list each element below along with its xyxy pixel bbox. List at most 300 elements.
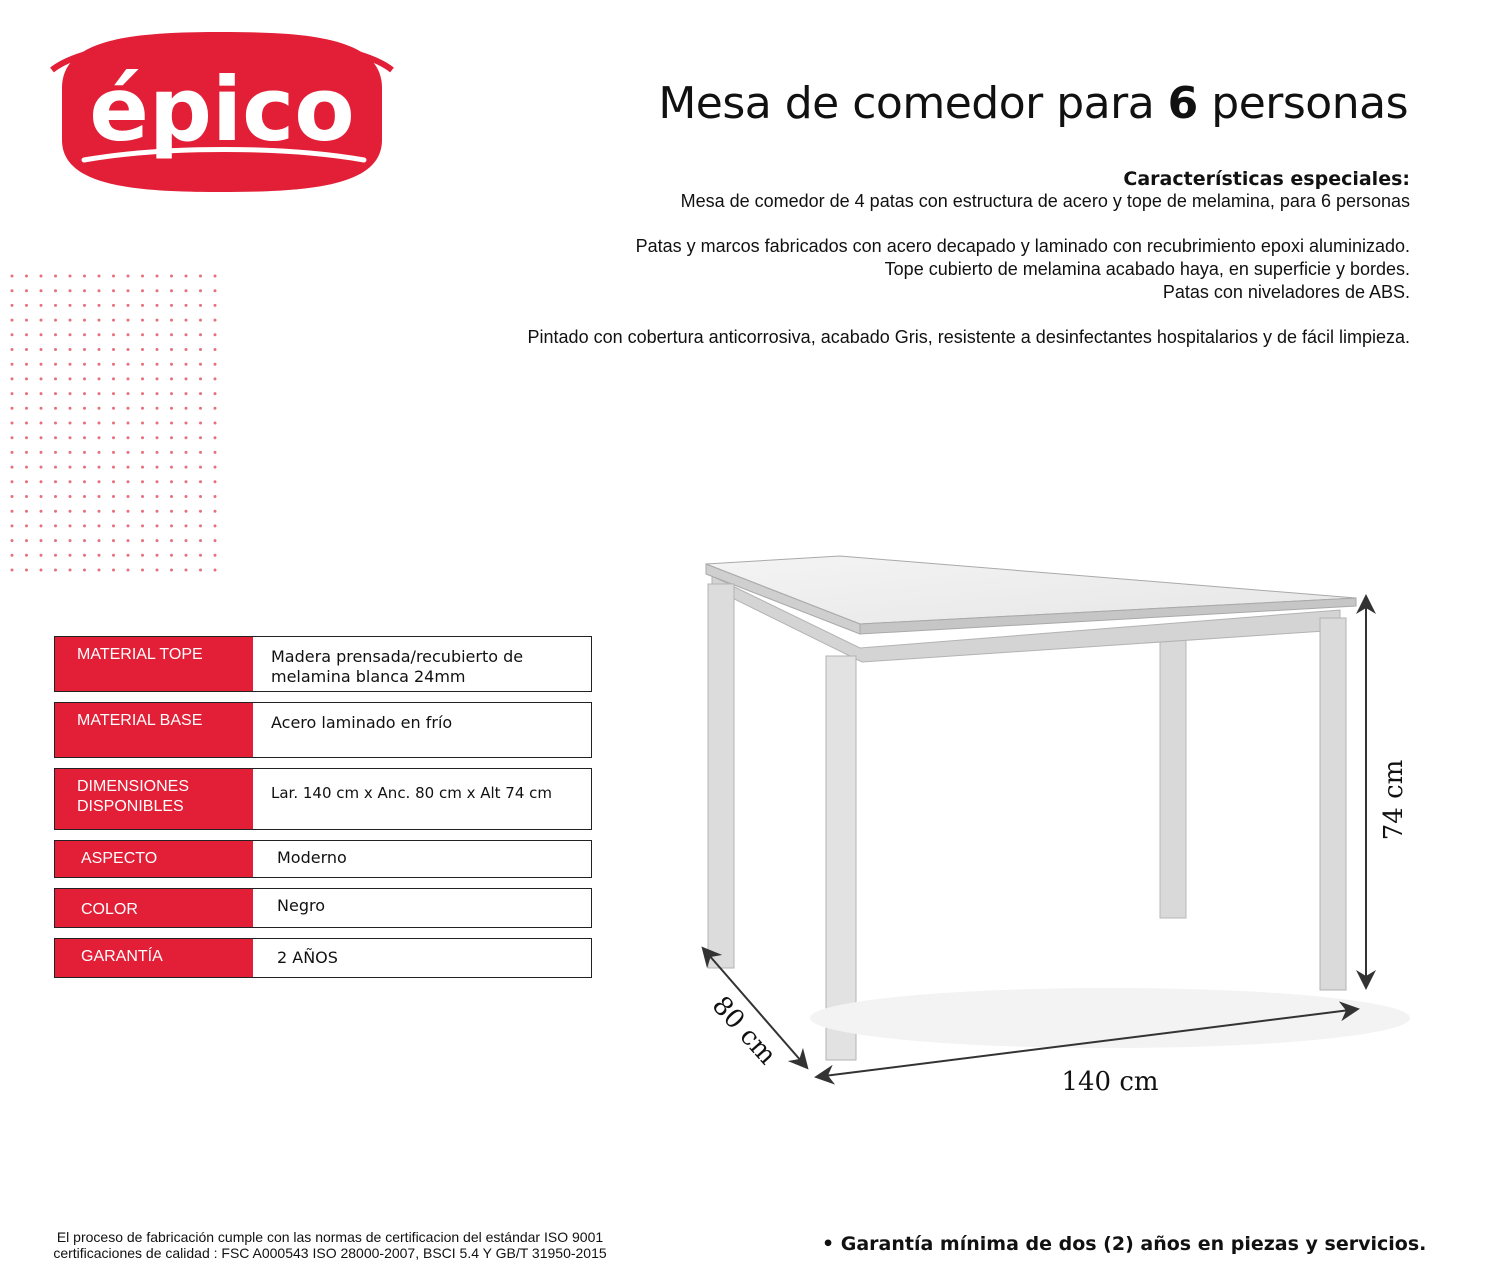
- title-prefix: Mesa de comedor para: [658, 78, 1155, 129]
- decorative-dot: [170, 466, 173, 469]
- decorative-dot: [54, 348, 57, 351]
- decorative-dot: [40, 539, 43, 542]
- table-leg-front: [826, 656, 856, 1060]
- decorative-dot: [214, 495, 217, 498]
- decorative-dot: [11, 333, 14, 336]
- decorative-dot: [170, 363, 173, 366]
- decorative-dot: [69, 451, 72, 454]
- decorative-dot: [185, 466, 188, 469]
- decorative-dot: [156, 319, 159, 322]
- decorative-dot: [40, 569, 43, 572]
- decorative-dot: [112, 275, 115, 278]
- decorative-dot: [185, 392, 188, 395]
- decorative-dot: [54, 407, 57, 410]
- decorative-dot: [54, 319, 57, 322]
- decorative-dot: [83, 289, 86, 292]
- logo-badge: [44, 28, 400, 196]
- decorative-dot: [141, 569, 144, 572]
- decorative-dot: [185, 569, 188, 572]
- decorative-dot: [127, 495, 130, 498]
- decorative-dot: [112, 348, 115, 351]
- decorative-dot: [98, 422, 101, 425]
- spec-row-garantia: [54, 938, 592, 978]
- decorative-dot: [69, 554, 72, 557]
- decorative-dot: [141, 539, 144, 542]
- decorative-dot: [199, 495, 202, 498]
- decorative-dot: [127, 333, 130, 336]
- decorative-dot: [40, 554, 43, 557]
- decorative-dot: [69, 480, 72, 483]
- decorative-dot: [54, 510, 57, 513]
- decorative-dot: [127, 377, 130, 380]
- decorative-dot: [127, 480, 130, 483]
- decorative-dot: [112, 407, 115, 410]
- spec-row-color: [54, 888, 592, 928]
- decorative-dot: [69, 524, 72, 527]
- table-shadow: [810, 988, 1410, 1048]
- decorative-dot: [11, 392, 14, 395]
- decorative-dot: [214, 289, 217, 292]
- spec-label: ASPECTO: [55, 841, 253, 877]
- decorative-dot: [112, 436, 115, 439]
- decorative-dot: [214, 407, 217, 410]
- decorative-dot: [112, 304, 115, 307]
- decorative-dot: [98, 289, 101, 292]
- spec-value: Madera prensada/recubierto de melamina blanca 24mm: [271, 647, 524, 686]
- decorative-dot: [127, 451, 130, 454]
- decorative-dot: [25, 363, 28, 366]
- decorative-dot: [40, 319, 43, 322]
- decorative-dot: [170, 422, 173, 425]
- decorative-dot: [83, 554, 86, 557]
- length-label: 140 cm: [1061, 1067, 1159, 1097]
- decorative-dot: [141, 319, 144, 322]
- decorative-dot: [54, 377, 57, 380]
- spec-value: Acero laminado en frío: [271, 713, 453, 732]
- decorative-dot: [141, 524, 144, 527]
- decorative-dot: [141, 554, 144, 557]
- decorative-dot: [98, 510, 101, 513]
- table-leg-right: [1320, 618, 1346, 990]
- decorative-dot: [25, 304, 28, 307]
- decorative-dot: [25, 451, 28, 454]
- decorative-dot: [40, 495, 43, 498]
- decorative-dot: [69, 392, 72, 395]
- decorative-dot: [170, 554, 173, 557]
- table-leg-back-right: [1160, 634, 1186, 918]
- decorative-dot: [141, 304, 144, 307]
- spec-value: Negro: [277, 896, 325, 915]
- decorative-dot: [83, 436, 86, 439]
- decorative-dot: [11, 480, 14, 483]
- decorative-dot: [185, 510, 188, 513]
- decorative-dot: [170, 392, 173, 395]
- decorative-dot: [141, 333, 144, 336]
- decorative-dot: [185, 524, 188, 527]
- decorative-dot: [199, 333, 202, 336]
- decorative-dot: [98, 539, 101, 542]
- decorative-dot: [11, 304, 14, 307]
- spec-label: GARANTÍA: [55, 939, 253, 977]
- decorative-dot: [214, 348, 217, 351]
- decorative-dot: [69, 539, 72, 542]
- decorative-dot: [25, 524, 28, 527]
- decorative-dot: [141, 392, 144, 395]
- logo-text: épico: [89, 58, 355, 161]
- decorative-dot: [69, 377, 72, 380]
- decorative-dot: [141, 495, 144, 498]
- decorative-dot: [141, 436, 144, 439]
- decorative-dot: [112, 363, 115, 366]
- decorative-dot: [199, 554, 202, 557]
- spec-label: DIMENSIONES DISPONIBLES: [55, 769, 253, 829]
- decorative-dot: [199, 480, 202, 483]
- decorative-dot: [170, 569, 173, 572]
- decorative-dot: [156, 392, 159, 395]
- certification-note: [30, 1229, 630, 1261]
- features-heading: Características especiales:: [1123, 168, 1410, 190]
- decorative-dot: [112, 554, 115, 557]
- decorative-dot: [112, 466, 115, 469]
- decorative-dot: [185, 495, 188, 498]
- feature-line: Patas con niveladores de ABS.: [1162, 282, 1410, 302]
- decorative-dot: [83, 451, 86, 454]
- decorative-dot: [214, 466, 217, 469]
- decorative-dot: [83, 539, 86, 542]
- decorative-dot: [83, 466, 86, 469]
- decorative-dot: [141, 377, 144, 380]
- spec-row-dimensiones: [54, 768, 592, 830]
- decorative-dot: [156, 436, 159, 439]
- decorative-dot: [25, 466, 28, 469]
- decorative-dot: [11, 363, 14, 366]
- decorative-dot: [170, 333, 173, 336]
- decorative-dot: [112, 569, 115, 572]
- decorative-dot: [11, 554, 14, 557]
- decorative-dot: [127, 392, 130, 395]
- decorative-dot: [25, 377, 28, 380]
- table-illustration: [690, 548, 1430, 1108]
- decorative-dot: [11, 319, 14, 322]
- decorative-dot: [98, 524, 101, 527]
- decorative-dot: [199, 348, 202, 351]
- decorative-dot: [141, 466, 144, 469]
- decorative-dot: [54, 495, 57, 498]
- decorative-dot: [199, 451, 202, 454]
- decorative-dot: [156, 348, 159, 351]
- decorative-dot: [156, 333, 159, 336]
- decorative-dot: [156, 466, 159, 469]
- decorative-dot: [199, 289, 202, 292]
- decorative-dot: [83, 392, 86, 395]
- decorative-dot: [40, 466, 43, 469]
- decorative-dot: [156, 407, 159, 410]
- decorative-dot: [25, 275, 28, 278]
- decorative-dot: [127, 510, 130, 513]
- decorative-dot: [127, 289, 130, 292]
- decorative-dot: [214, 510, 217, 513]
- decorative-dot: [69, 333, 72, 336]
- decorative-dot: [185, 363, 188, 366]
- decorative-dot: [214, 304, 217, 307]
- decorative-dot: [40, 304, 43, 307]
- features-section: [450, 168, 1410, 349]
- decorative-dot: [98, 348, 101, 351]
- decorative-dot: [25, 495, 28, 498]
- decorative-dot: [54, 436, 57, 439]
- decorative-dot: [69, 275, 72, 278]
- decorative-dot: [83, 319, 86, 322]
- decorative-dot: [98, 392, 101, 395]
- spec-label: MATERIAL BASE: [55, 703, 253, 757]
- decorative-dot: [170, 348, 173, 351]
- decorative-dot: [69, 407, 72, 410]
- decorative-dot: [69, 348, 72, 351]
- decorative-dot: [11, 466, 14, 469]
- decorative-dot: [170, 451, 173, 454]
- decorative-dot: [170, 539, 173, 542]
- decorative-dot: [199, 422, 202, 425]
- decorative-dot: [170, 407, 173, 410]
- decorative-dot: [127, 407, 130, 410]
- decorative-dot: [141, 480, 144, 483]
- decorative-dot: [156, 304, 159, 307]
- decorative-dot: [185, 407, 188, 410]
- decorative-dot: [185, 275, 188, 278]
- decorative-dot: [83, 333, 86, 336]
- decorative-dot: [170, 319, 173, 322]
- decorative-dot: [156, 377, 159, 380]
- decorative-dot: [11, 407, 14, 410]
- decorative-dot: [40, 451, 43, 454]
- decorative-dot: [170, 377, 173, 380]
- decorative-dot: [156, 451, 159, 454]
- decorative-dot: [112, 495, 115, 498]
- decorative-dot: [11, 348, 14, 351]
- decorative-dot: [83, 480, 86, 483]
- decorative-dot: [112, 377, 115, 380]
- certification-line: certificaciones de calidad : FSC A000543 ISO 28000-2007, BSCI 5.4 Y GB/T 31950-2015: [53, 1245, 607, 1261]
- decorative-dot: [199, 510, 202, 513]
- feature-line: Tope cubierto de melamina acabado haya, en superficie y bordes.: [884, 259, 1410, 279]
- decorative-dot: [141, 275, 144, 278]
- page-title: [658, 78, 1408, 129]
- decorative-dot: [185, 319, 188, 322]
- decorative-dot: [214, 319, 217, 322]
- title-suffix: personas: [1211, 78, 1408, 129]
- decorative-dot: [54, 275, 57, 278]
- decorative-dot: [214, 480, 217, 483]
- decorative-dot: [170, 510, 173, 513]
- decorative-dot: [170, 289, 173, 292]
- decorative-dot: [40, 524, 43, 527]
- decorative-dot: [127, 363, 130, 366]
- decorative-dot: [98, 304, 101, 307]
- decorative-dot: [185, 451, 188, 454]
- decorative-dot: [40, 363, 43, 366]
- decorative-dot: [25, 289, 28, 292]
- decorative-dot: [25, 539, 28, 542]
- decorative-dot: [40, 348, 43, 351]
- decorative-dot: [54, 451, 57, 454]
- decorative-dot: [69, 363, 72, 366]
- decorative-dot: [156, 510, 159, 513]
- decorative-dot: [83, 524, 86, 527]
- decorative-dot: [83, 377, 86, 380]
- decorative-dot: [69, 466, 72, 469]
- title-number: 6: [1167, 78, 1198, 129]
- decorative-dot: [127, 539, 130, 542]
- product-image: [690, 548, 1430, 1108]
- decorative-dot: [214, 539, 217, 542]
- decorative-dot: [40, 480, 43, 483]
- decorative-dot: [141, 407, 144, 410]
- decorative-dot: [54, 363, 57, 366]
- decorative-dot: [127, 554, 130, 557]
- feature-line: Pintado con cobertura anticorrosiva, acabado Gris, resistente a desinfectantes hospitalarios y de fácil limpieza.: [527, 327, 1410, 347]
- decorative-dot: [11, 495, 14, 498]
- decorative-dot: [112, 524, 115, 527]
- decorative-dot: [69, 569, 72, 572]
- decorative-dot: [25, 436, 28, 439]
- decorative-dot: [98, 554, 101, 557]
- decorative-dot: [54, 333, 57, 336]
- decorative-dot: [185, 289, 188, 292]
- decorative-dot: [185, 377, 188, 380]
- decorative-dot: [112, 539, 115, 542]
- decorative-dot: [11, 569, 14, 572]
- feature-line: Mesa de comedor de 4 patas con estructura de acero y tope de melamina, para 6 personas: [680, 191, 1410, 211]
- decorative-dot: [40, 289, 43, 292]
- decorative-dot: [170, 436, 173, 439]
- decorative-dot: [127, 569, 130, 572]
- decorative-dot: [112, 451, 115, 454]
- decorative-dot: [83, 422, 86, 425]
- decorative-dot: [40, 422, 43, 425]
- decorative-dot: [40, 407, 43, 410]
- decorative-dot: [199, 392, 202, 395]
- decorative-dot: [25, 392, 28, 395]
- feature-line: Patas y marcos fabricados con acero decapado y laminado con recubrimiento epoxi aluminizado.: [635, 236, 1410, 256]
- warranty-note: • Garantía mínima de dos (2) años en piezas y servicios.: [822, 1233, 1427, 1255]
- width-label: 80 cm: [705, 990, 783, 1071]
- decorative-dot: [54, 539, 57, 542]
- decorative-dot: [40, 275, 43, 278]
- decorative-dot: [199, 569, 202, 572]
- decorative-dot: [69, 436, 72, 439]
- decorative-dot: [54, 569, 57, 572]
- decorative-dot: [156, 480, 159, 483]
- decorative-dot: [156, 539, 159, 542]
- decorative-dot: [112, 319, 115, 322]
- decorative-dot: [54, 304, 57, 307]
- decorative-dot: [83, 275, 86, 278]
- decorative-dot: [112, 510, 115, 513]
- decorative-dot: [112, 333, 115, 336]
- decorative-dot: [25, 554, 28, 557]
- decorative-dot: [69, 289, 72, 292]
- decorative-dot: [156, 495, 159, 498]
- decorative-dot: [98, 275, 101, 278]
- decorative-dot: [98, 451, 101, 454]
- decorative-dot: [54, 466, 57, 469]
- decorative-dot: [11, 451, 14, 454]
- decorative-dot: [11, 275, 14, 278]
- decorative-dot: [199, 377, 202, 380]
- decorative-dot: [25, 510, 28, 513]
- spec-label: MATERIAL TOPE: [55, 637, 253, 691]
- decorative-dot: [11, 524, 14, 527]
- decorative-dot: [156, 554, 159, 557]
- decorative-dot: [25, 348, 28, 351]
- decorative-dot: [54, 524, 57, 527]
- decorative-dot: [199, 436, 202, 439]
- decorative-dot: [112, 392, 115, 395]
- decorative-dot: [98, 407, 101, 410]
- decorative-dot: [83, 407, 86, 410]
- decorative-dot: [214, 524, 217, 527]
- decorative-dot: [98, 363, 101, 366]
- spec-label: COLOR: [55, 889, 253, 927]
- decorative-dot: [199, 466, 202, 469]
- decorative-dot: [83, 510, 86, 513]
- decorative-dot: [214, 333, 217, 336]
- decorative-dot: [127, 319, 130, 322]
- decorative-dot: [170, 304, 173, 307]
- decorative-dot: [69, 422, 72, 425]
- decorative-dot: [25, 480, 28, 483]
- decorative-dot: [11, 539, 14, 542]
- decorative-dot: [214, 436, 217, 439]
- decorative-dot: [127, 436, 130, 439]
- table-top: [706, 556, 1356, 624]
- decorative-dot: [69, 304, 72, 307]
- spec-value: Lar. 140 cm x Anc. 80 cm x Alt 74 cm: [271, 784, 553, 802]
- decorative-dot: [185, 348, 188, 351]
- decorative-dot: [170, 275, 173, 278]
- decorative-dot: [170, 495, 173, 498]
- decorative-dot: [54, 422, 57, 425]
- decorative-dot: [141, 363, 144, 366]
- decorative-dot: [83, 569, 86, 572]
- decorative-dot: [98, 319, 101, 322]
- decorative-dot: [199, 275, 202, 278]
- decorative-dot: [156, 569, 159, 572]
- decorative-dot: [25, 422, 28, 425]
- decorative-dot: [98, 466, 101, 469]
- spec-row-aspecto: [54, 840, 592, 878]
- decorative-dot: [141, 451, 144, 454]
- decorative-dot: [69, 319, 72, 322]
- decorative-dot: [11, 377, 14, 380]
- decorative-dot: [98, 436, 101, 439]
- decorative-dot: [127, 524, 130, 527]
- decorative-dot: [40, 377, 43, 380]
- decorative-dot: [214, 451, 217, 454]
- decorative-dot: [83, 304, 86, 307]
- decorative-dot: [83, 495, 86, 498]
- decorative-dot: [127, 304, 130, 307]
- decorative-dot: [214, 554, 217, 557]
- decorative-dot: [185, 539, 188, 542]
- decorative-dot: [11, 289, 14, 292]
- decorative-dot: [54, 480, 57, 483]
- decorative-dot: [214, 569, 217, 572]
- decorative-dot: [98, 495, 101, 498]
- decorative-dot: [199, 363, 202, 366]
- decorative-dot: [69, 510, 72, 513]
- decorative-dot: [156, 289, 159, 292]
